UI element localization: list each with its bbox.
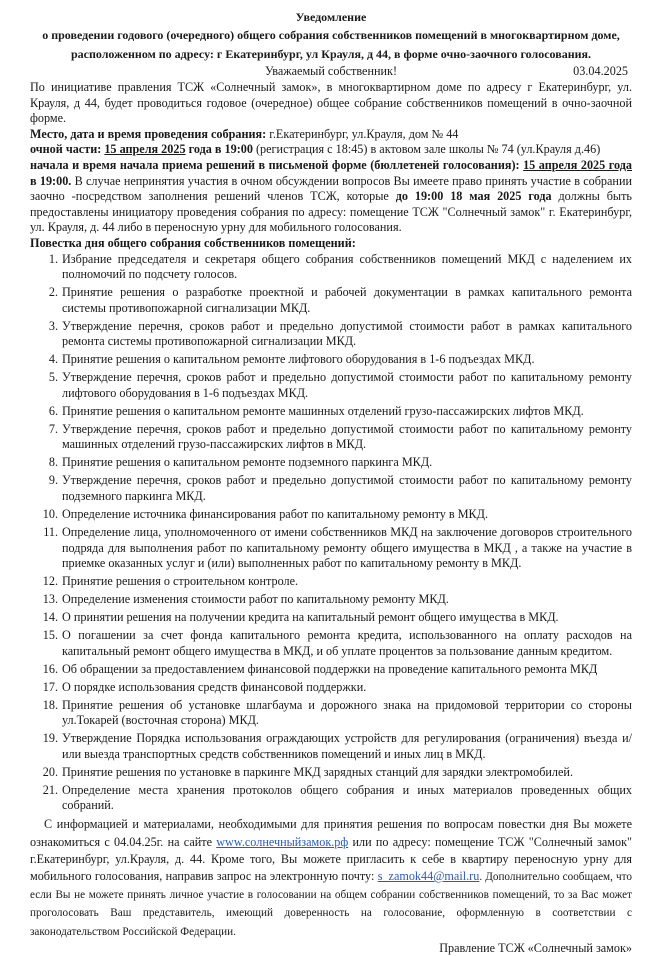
agenda-item-text: Утверждение Порядка использования ограждающих устройств для регулирования (ограничения) въезда и/или выезда транспортных средств собственников помещений и иных лиц в МКД. [62, 731, 632, 761]
agenda-item [30, 473, 632, 504]
agenda-item-number: 1. [48, 251, 58, 266]
absent-text-2: должны быть предоставлены инициатору проведения собрания по адресу: помещение ТСЖ "Солнечный замок" г. Екатеринбург, ул. Крауля, д. 44 либо в переносную урну для мобильного голосования. [30, 189, 632, 235]
document-subtitle-line2: расположенном по адресу: г Екатеринбург, ул Крауля, д 44, в форме очно-заочного голосования. [70, 47, 592, 61]
agenda-item-number: 21. [42, 782, 58, 797]
greeting-row [30, 64, 632, 80]
agenda-item-number: 17. [42, 679, 58, 694]
info-paragraph [30, 816, 632, 940]
agenda-item-text: Утверждение перечня, сроков работ и предельно допустимой стоимости работ по капитальному ремонту лифтового оборудования в 1-6 подъездах МКД. [62, 370, 632, 400]
agenda-item-text: Утверждение перечня, сроков работ и предельно допустимой стоимости работ по капитальному ремонту машинных отделений грузо-пассажирских лифтов в МКД. [62, 421, 632, 452]
agenda-item [30, 628, 632, 659]
agenda-item [30, 592, 632, 608]
agenda-item-number: 3. [48, 318, 58, 333]
agenda-item-text: Определение места хранения протоколов общего собрания и иных материалов проведенных общих собраний. [62, 782, 632, 813]
agenda-item [30, 574, 632, 590]
document-subtitle-line1: о проведении годового (очередного) общего собрания собственников помещений в многоквартирном доме, [42, 28, 620, 42]
written-label: начала и время начала приема решений в письменой форме (бюллетеней голосования): [30, 157, 520, 172]
agenda-item-text: Определение источника финансирования работ по капитальному ремонту в МКД. [62, 506, 489, 521]
meeting-inperson [30, 142, 632, 158]
agenda-item-text: Принятие решения о капитальном ремонте подземного паркинга МКД. [62, 455, 433, 470]
signature-text: Правление ТСЖ «Солнечный замок» [439, 940, 632, 955]
agenda-item-number: 9. [48, 473, 58, 488]
agenda-item-number: 8. [48, 455, 58, 470]
agenda-item-number: 19. [42, 731, 58, 746]
agenda-item-number: 18. [42, 697, 58, 712]
document-title: Уведомление [295, 10, 367, 24]
agenda-item-number: 6. [48, 403, 58, 418]
agenda-heading [30, 236, 632, 252]
info-text-2: или по адресу: помещение ТСЖ "Солнечный замок" г.Екатеринбург, ул.Крауля, д. 44. Кроме того, Вы можете пригласить к себе в квартиру переносную урну для мобильного голосования, направив запрос на электронную почту: [30, 834, 632, 883]
agenda-item-number: 15. [42, 628, 58, 643]
agenda-item [30, 680, 632, 696]
agenda-item-number: 7. [48, 421, 58, 436]
agenda-item-text: Принятие решения о строительном контроле. [62, 574, 299, 589]
agenda-item-text: Об обращении за предоставлением финансовой поддержки на проведение капитального ремонта МКД [62, 661, 598, 676]
intro-paragraph: По инициативе правления ТСЖ «Солнечный замок», в многоквартирном доме по адресу г Екатеринбург, ул. Крауля, д 44, будет проводиться годовое (очередное) общее собрание собственников помещений в очно-заочной форме. [30, 80, 632, 126]
absent-text-1: В случае непринятия участия в очном обсуждении вопросов Вы имеете право принять участие в собрании заочно -посредством заполнения решений членов ТСЖ, которые [30, 173, 632, 204]
agenda-item [30, 610, 632, 626]
agenda-item-text: Принятие решения об установке шлагбаума и дорожного знака на придомовой территории со стороны ул.Токарей (восточная сторона) МКД. [62, 697, 632, 728]
inperson-date: 15 апреля 2025 [104, 142, 186, 157]
agenda-item-text: Определение изменения стоимости работ по капитальному ремонту МКД. [62, 592, 449, 607]
agenda-item-text: Утверждение перечня, сроков работ и предельно допустимой стоимости работ по капитальному ремонту подземного паркинга МКД. [62, 473, 632, 503]
agenda-item [30, 783, 632, 814]
submission-deadline: до 19:00 18 мая 2025 года [395, 189, 552, 204]
agenda-item-text: О принятии решения на получении кредита на капитальный ремонт общего имущества в МКД. [62, 610, 559, 625]
agenda-item-text: Принятие решения по установке в паркинге МКД зарядных станций для зарядки электромобилей. [62, 764, 573, 779]
signature [30, 941, 632, 956]
agenda-item [30, 731, 632, 762]
document-date: 03.04.2025 [573, 64, 628, 78]
agenda-item-number: 2. [48, 285, 58, 300]
agenda-item-number: 4. [48, 352, 58, 367]
agenda-item-text: Утверждение перечня, сроков работ и предельно допустимой стоимости работ в рамках капитального ремонта системы противопожарной сигнализации МКД. [62, 318, 632, 349]
written-date: 15 апреля 2025 года [523, 157, 632, 172]
agenda-item-number: 5. [48, 370, 58, 385]
agenda-item-number: 13. [42, 592, 58, 607]
agenda-item-number: 16. [42, 661, 58, 676]
inperson-details: (регистрация с 18:45) в актовом зале школы № 74 (ул.Крауля д.46) [252, 142, 601, 157]
agenda-item [30, 319, 632, 350]
email-link[interactable]: s_zamok44@mail.ru [377, 868, 480, 883]
inperson-time: года в 19:00 [185, 142, 253, 157]
agenda-item [30, 662, 632, 678]
website-link[interactable]: www.солнечныйзамок.рф [216, 834, 349, 849]
agenda-item [30, 422, 632, 453]
agenda-item-text: Принятие решения о капитальном ремонте машинных отделений грузо-пассажирских лифтов МКД. [62, 403, 584, 418]
agenda-item [30, 455, 632, 471]
agenda-list [30, 252, 632, 814]
agenda-item-text: О порядке использования средств финансовой поддержки. [62, 679, 367, 694]
info-text-1: С информацией и материалами, необходимыми для принятия решения по вопросам повестки дня Вы можете ознакомиться с 04.04.25г. на сайте [30, 817, 632, 849]
agenda-item [30, 765, 632, 781]
meeting-place [30, 127, 632, 143]
agenda-item-number: 10. [42, 506, 58, 521]
meeting-written [30, 158, 632, 236]
agenda-item-text: Избрание председателя и секретаря общего собрания собственников помещений МКД с наделением их полномочий по подсчету голосов. [62, 251, 632, 282]
agenda-item [30, 252, 632, 283]
agenda-item [30, 698, 632, 729]
agenda-item [30, 352, 632, 368]
agenda-item [30, 285, 632, 316]
meeting-place-label: Место, дата и время проведения собрания: [30, 126, 267, 141]
meeting-place-value: г.Екатеринбург, ул.Крауля, дом № 44 [266, 126, 459, 141]
agenda-item [30, 507, 632, 523]
agenda-item-text: Определение лица, уполномоченного от имени собственников МКД на заключение договоров строительного подряда для выполнения работ по капитальному ремонту общего имущества в МКД , а также на участие в приемке оказанных услуг и (или) выполненных работ по капитальному ремонту в МКД. [62, 524, 632, 571]
agenda-item [30, 525, 632, 572]
info-text-3: . Дополнительно сообщаем, что если Вы не можете принять личное участие в голосовании на общем собрании собственников помещений, то за Вас может проголосовать Ваш представитель, имеющий доверенность на голосование, оформленную в соответствии с законодательством Российской Федерации. [30, 870, 632, 938]
written-time: в 19:00. [30, 173, 72, 188]
agenda-item-number: 12. [42, 574, 58, 589]
inperson-label: очной части: [30, 142, 102, 157]
agenda-item-text: О погашении за счет фонда капитального ремонта кредита, использованного на оплату расходов на капитальный ремонт общего имущества в МКД, и об уплате процентов за пользование данным кредитом. [62, 628, 632, 658]
agenda-item [30, 404, 632, 420]
agenda-heading-text: Повестка дня общего собрания собственников помещений: [30, 235, 356, 250]
greeting: Уважаемый собственник! [264, 64, 398, 78]
agenda-item-number: 20. [42, 764, 58, 779]
agenda-item-number: 14. [42, 610, 58, 625]
agenda-item-number: 11. [43, 524, 58, 539]
agenda-item-text: Принятие решения о разработке проектной и рабочей документации в рамках капитального ремонта системы противопожарной сигнализации МКД. [62, 285, 632, 315]
agenda-item-text: Принятие решения о капитальном ремонте лифтового оборудования в 1-6 подъездах МКД. [62, 352, 535, 367]
agenda-item [30, 370, 632, 401]
